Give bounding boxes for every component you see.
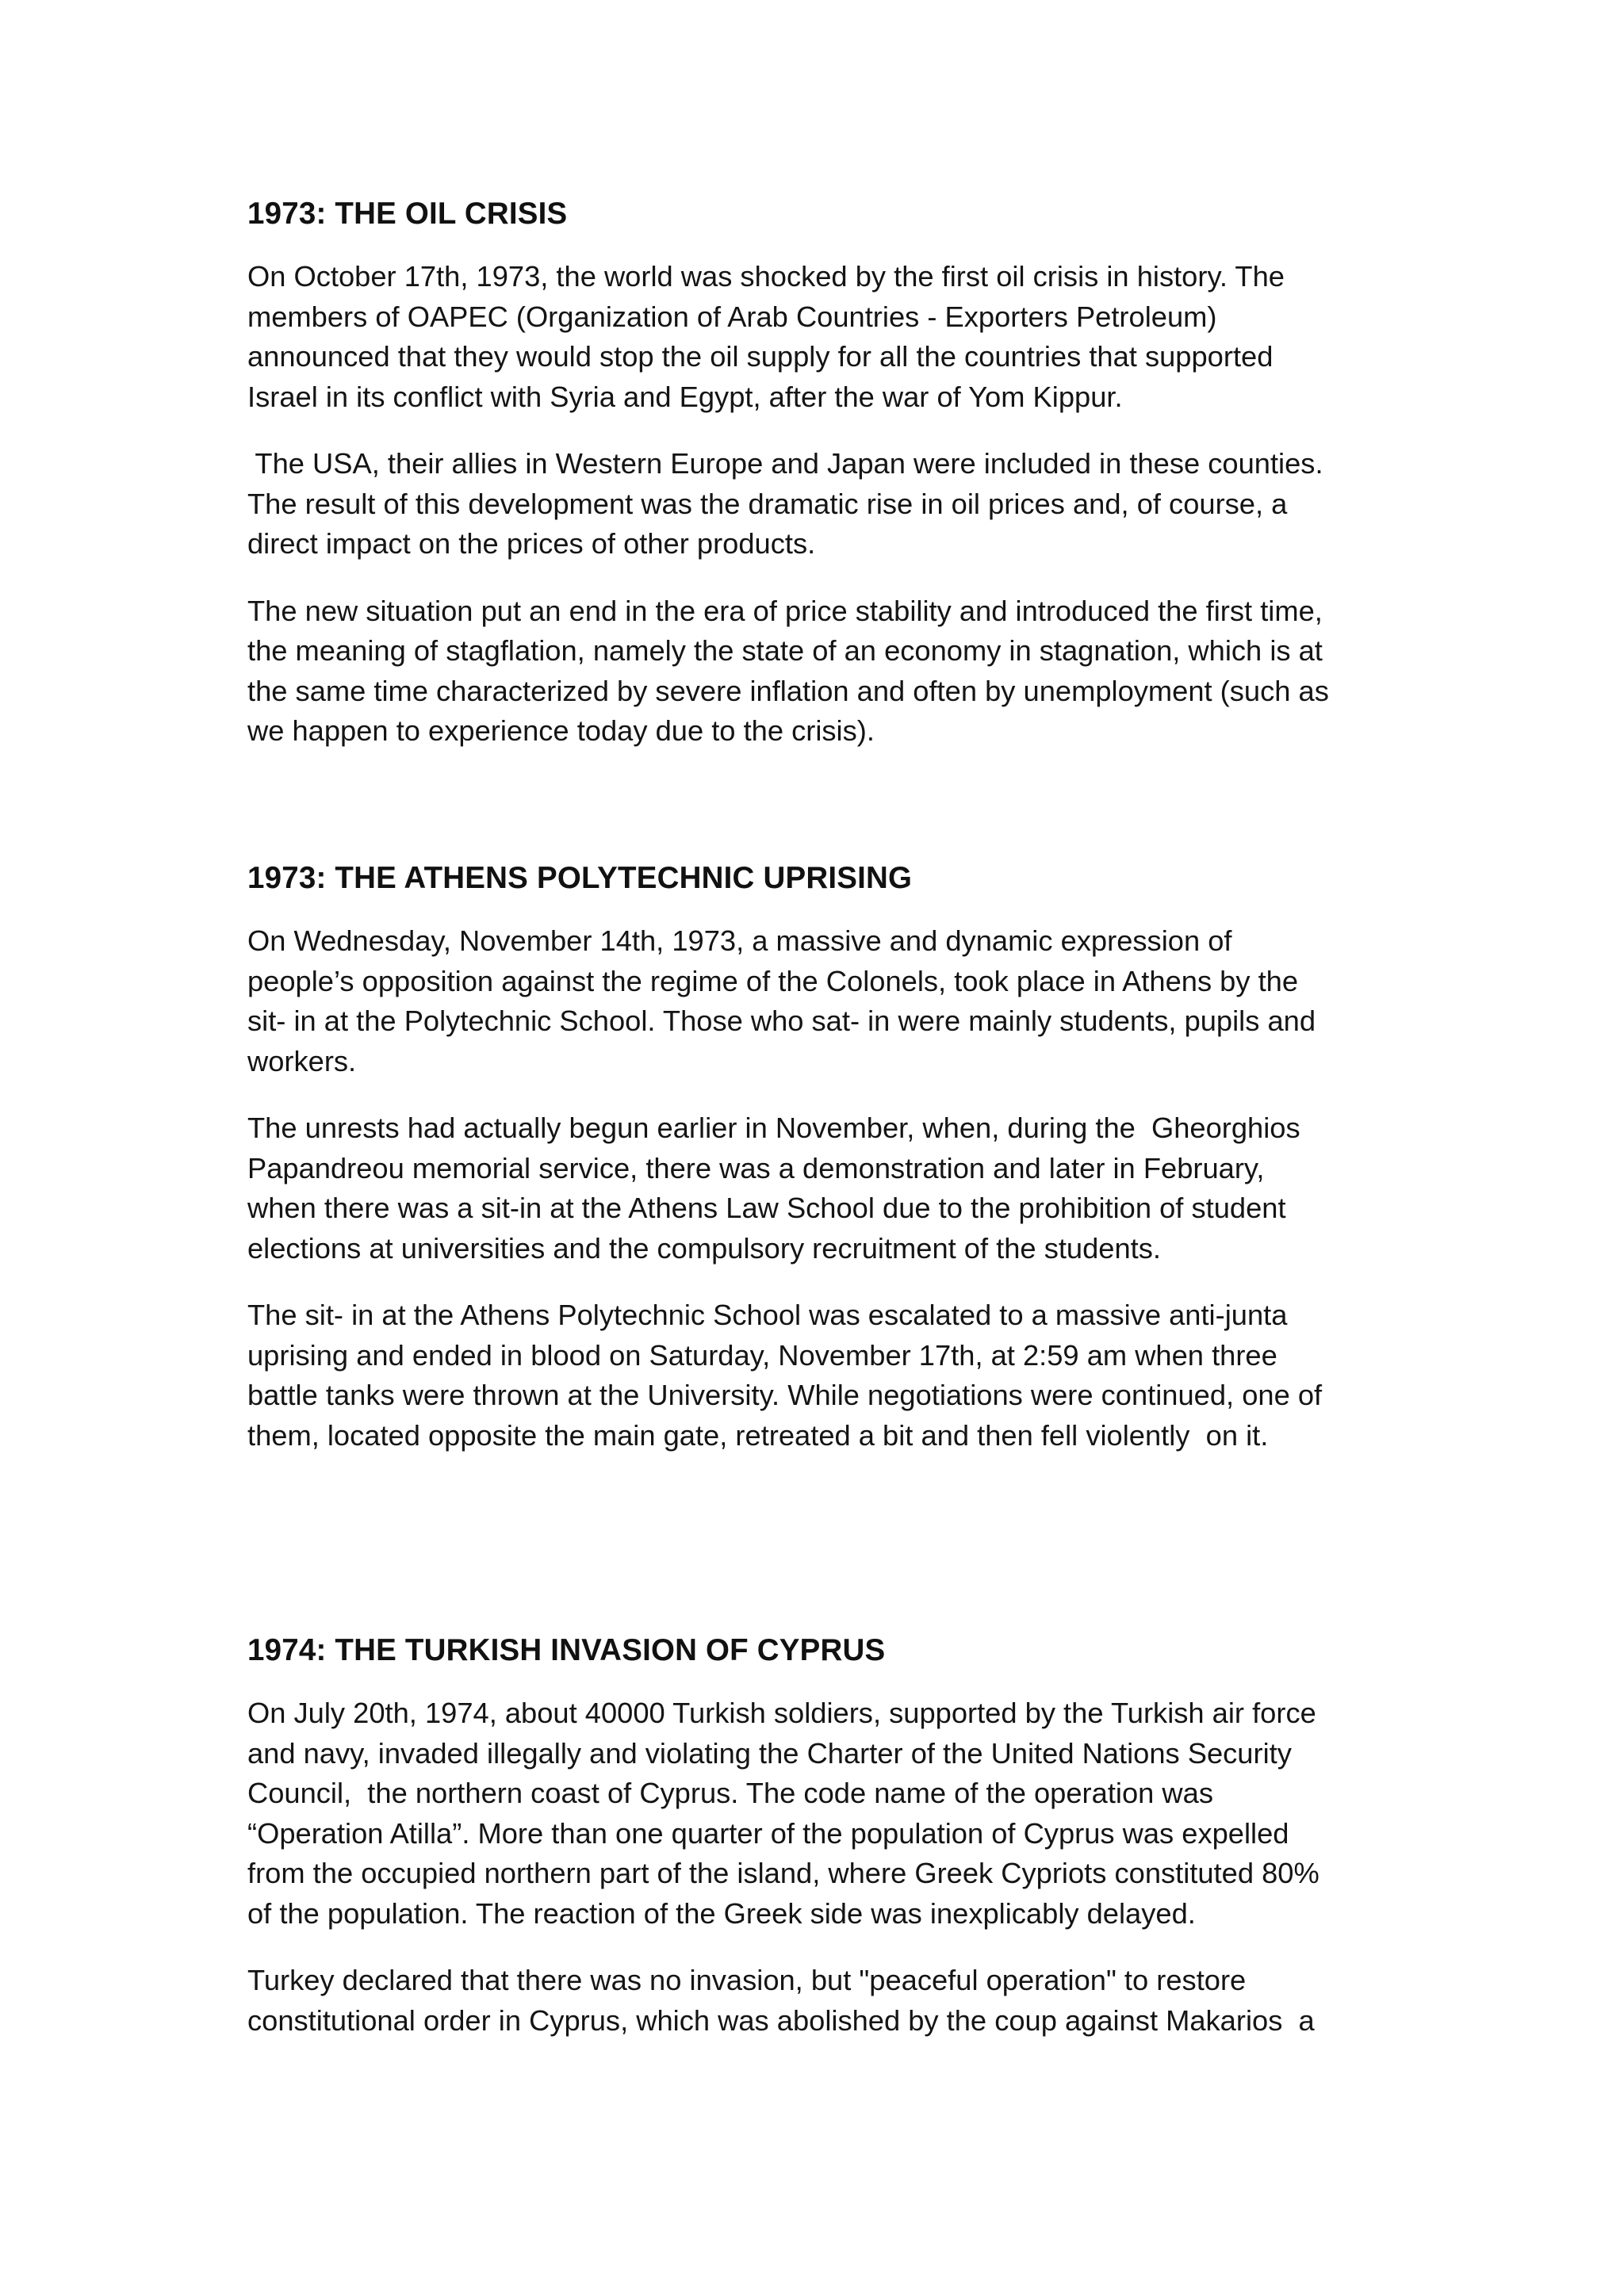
paragraph xyxy=(247,1693,1389,1934)
section-athens-polytechnic xyxy=(247,859,1389,1456)
section-cyprus-invasion xyxy=(247,1631,1389,2041)
paragraph xyxy=(247,1295,1389,1456)
paragraph xyxy=(247,1961,1389,2041)
paragraph xyxy=(247,444,1389,564)
text-line: On October 17th, 1973, the world was shocked by the first oil crisis in history. The xyxy=(247,260,1285,293)
text-line: direct impact on the prices of other products. xyxy=(247,527,816,560)
text-line: from the occupied northern part of the island, where Greek Cypriots constituted 80% xyxy=(247,1857,1320,1889)
text-line: Papandreou memorial service, there was a demonstration and later in February, xyxy=(247,1151,1265,1184)
paragraph xyxy=(247,591,1389,752)
text-line: On July 20th, 1974, about 40000 Turkish soldiers, supported by the Turkish air force xyxy=(247,1697,1316,1729)
text-line: Turkey declared that there was no invasion, but "peaceful operation" to restore xyxy=(247,1964,1247,1996)
text-line: On Wednesday, November 14th, 1973, a massive and dynamic expression of xyxy=(247,924,1232,957)
text-line: people’s opposition against the regime of the Colonels, took place in Athens by the xyxy=(247,964,1299,997)
text-line: The new situation put an end in the era of price stability and introduced the first time, xyxy=(247,594,1323,627)
text-line: the same time characterized by severe inflation and often by unemployment (such as xyxy=(247,674,1329,707)
text-line: them, located opposite the main gate, retreated a bit and then fell violently on it. xyxy=(247,1418,1269,1452)
text-line: workers. xyxy=(247,1044,357,1077)
text-line: The sit- in at the Athens Polytechnic School was escalated to a massive anti-junta xyxy=(247,1299,1288,1331)
paragraph xyxy=(247,921,1389,1081)
text-line: of the population. The reaction of the Greek side was inexplicably delayed. xyxy=(247,1896,1196,1930)
text-line: sit- in at the Polytechnic School. Those who sat- in were mainly students, pupils and xyxy=(247,1004,1316,1037)
section-oil-crisis xyxy=(247,194,1389,752)
text-line: uprising and ended in blood on Saturday, November 17th, at 2:59 am when three xyxy=(247,1338,1277,1372)
section-heading: 1973: THE ATHENS POLYTECHNIC UPRISING xyxy=(247,861,913,895)
text-line: we happen to experience today due to the crisis). xyxy=(247,714,875,747)
section-heading: 1974: THE TURKISH INVASION OF CYPRUS xyxy=(247,1633,886,1667)
text-line: Israel in its conflict with Syria and Egypt, after the war of Yom Kippur. xyxy=(247,380,1123,413)
text-line: “Operation Atilla”. More than one quarter of the population of Cyprus was expelled xyxy=(247,1816,1289,1850)
text-line: The USA, their allies in Western Europe and Japan were included in these counties. xyxy=(247,447,1323,480)
paragraph xyxy=(247,1108,1389,1269)
text-line: The result of this development was the dramatic rise in oil prices and, of course, a xyxy=(247,487,1288,520)
text-line: Council, the northern coast of Cyprus. The code name of the operation was xyxy=(247,1777,1213,1809)
text-line: battle tanks were thrown at the University. While negotiations were continued, one of xyxy=(247,1379,1323,1411)
text-line: announced that they would stop the oil supply for all the countries that supported xyxy=(247,340,1274,373)
text-line: the meaning of stagflation, namely the state of an economy in stagnation, which is at xyxy=(247,634,1323,667)
paragraph xyxy=(247,257,1389,417)
text-line: members of OAPEC (Organization of Arab Countries - Exporters Petroleum) xyxy=(247,300,1217,333)
text-line: elections at universities and the compulsory recruitment of the students. xyxy=(247,1231,1162,1265)
section-heading: 1973: THE OIL CRISIS xyxy=(247,197,568,231)
text-line: constitutional order in Cyprus, which was abolished by the coup against Makarios a xyxy=(247,2003,1315,2037)
text-line: The unrests had actually begun earlier in November, when, during the Gheorghios xyxy=(247,1112,1300,1144)
text-line: and navy, invaded illegally and violating the Charter of the United Nations Security xyxy=(247,1736,1292,1770)
text-line: when there was a sit-in at the Athens Law School due to the prohibition of student xyxy=(247,1192,1286,1224)
